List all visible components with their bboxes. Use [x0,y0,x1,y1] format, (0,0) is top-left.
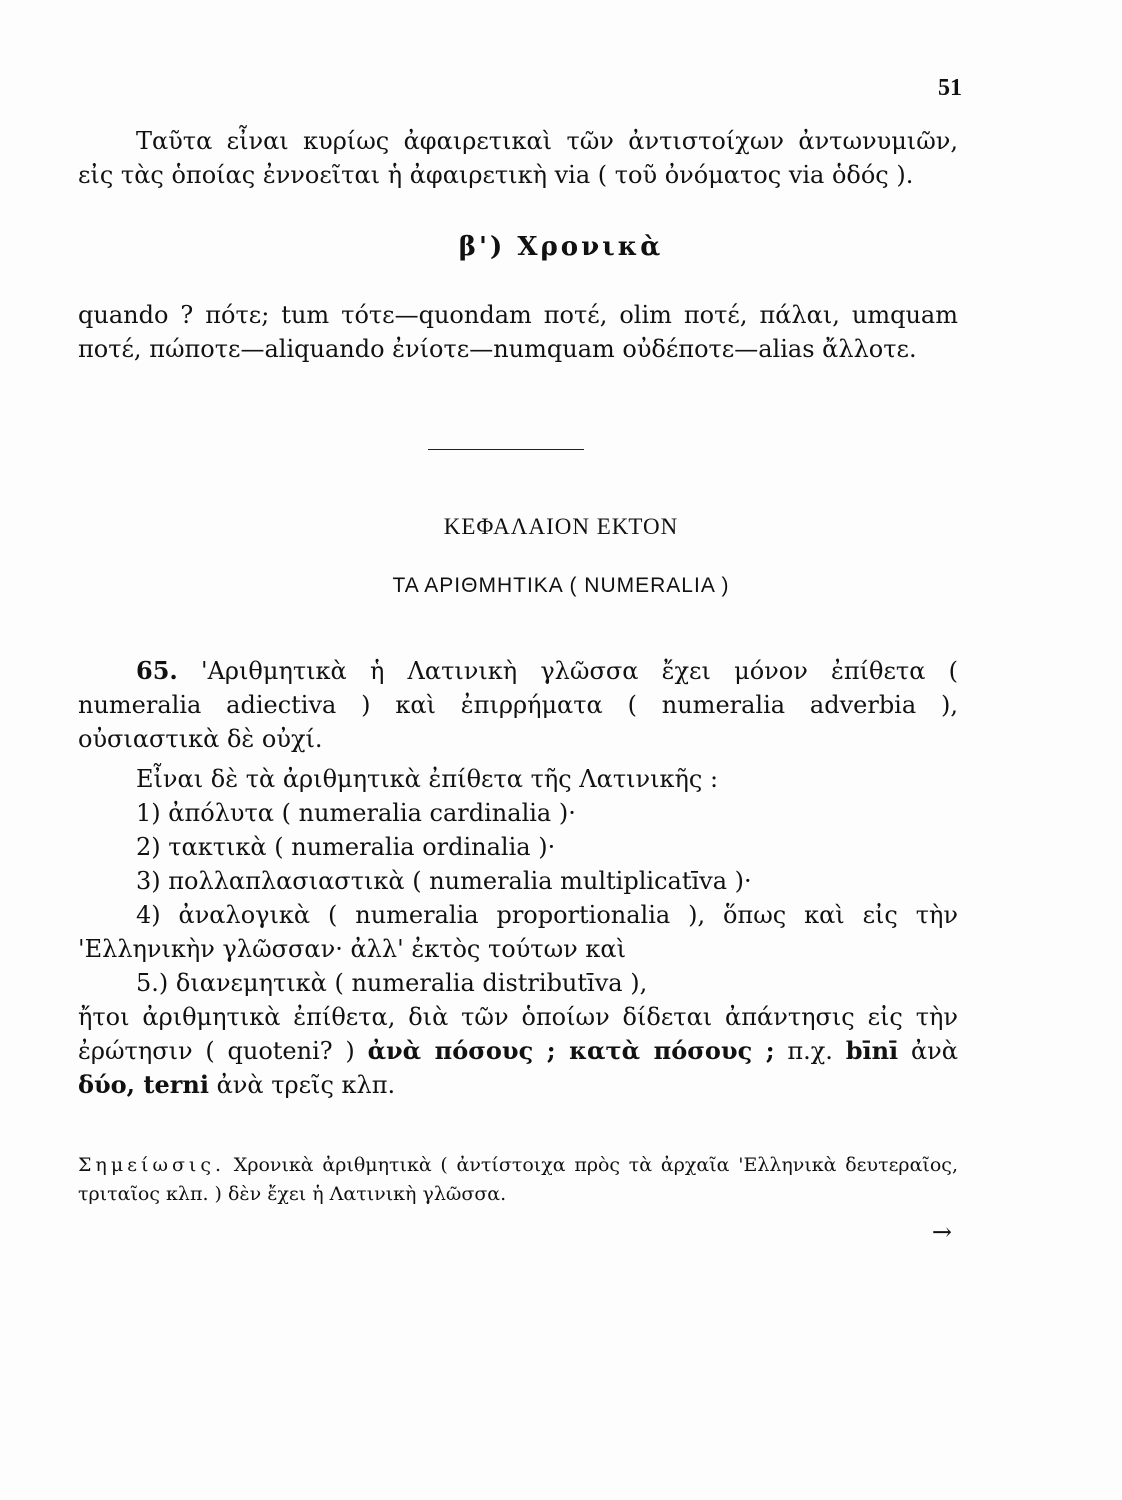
paragraph-text: quando ? πότε; tum τότε—quondam ποτέ, olim ποτέ, πάλαι, umquam ποτέ, πώποτε—aliquando ἐνίοτε—numquam οὐδέποτε—alias ἄλλοτε. [78,301,958,363]
list-intro: Εἶναι δὲ τὰ ἀριθμητικὰ ἐπίθετα τῆς Λατινικῆς : [136,765,719,793]
page-number: 51 [938,75,962,101]
paragraph-number: 65. [136,656,178,685]
list-item: 5.) διανεμητικὰ ( numeralia distributīva ), [136,969,648,997]
paragraph-body: ἀνὰ [910,1037,958,1065]
paragraph-body: ἀνὰ τρεῖς [216,1071,334,1099]
list-item: 2) τακτικὰ ( numeralia ordinalia )· [136,833,556,861]
paragraph-temporal-adverbs [78,298,958,366]
bold-phrase: ἀνὰ πόσους ; κατὰ πόσους ; [367,1036,775,1065]
bold-phrase: δύο, terni [78,1070,209,1099]
paragraph-text [78,654,958,756]
continue-arrow-icon: → [931,1218,952,1246]
chapter-heading: ΚΕΦΑΛΑΙΟΝ ΕΚΤΟΝ [443,514,679,539]
section-subheading: β') Χρονικὰ [458,232,664,262]
paragraph-body: κλπ. [341,1071,396,1099]
list-item: 1) ἀπόλυτα ( numeralia cardinalia )· [136,799,576,827]
paragraph-body: π.χ. [787,1037,833,1065]
note-text: Χρονικὰ ἀριθμητικὰ ( ἀντίστοιχα πρὸς τὰ ἀρχαῖα 'Ελληνικὰ δευτεραῖος, τριταῖος κλπ. ) δὲν ἔχει ἡ Λατινικὴ γλῶσσα. [78,1154,958,1205]
chapter-title: ΤΑ ΑΡΙΘΜΗΤΙΚΑ ( NUMERALIA ) [392,574,730,597]
list-item: 3) πολλαπλασιαστικὰ ( numeralia multiplicatīva )· [136,867,752,895]
paragraph-pronoun-ablatives [78,124,958,192]
footnote [78,1151,958,1209]
bold-phrase: bīnī [845,1036,899,1065]
section-divider [428,449,584,450]
note-label: Σημείωσις. [78,1154,226,1176]
paragraph-text: Ταῦτα εἶναι κυρίως ἀφαιρετικαὶ τῶν ἀντιστοίχων ἀντωνυμιῶν, εἰς τὰς ὁποίας ἐννοεῖται ἡ ἀφαιρετικὴ via ( τοῦ ὀνόματος via ὁδός ). [78,127,958,189]
list-item: 4) ἀναλογικὰ ( numeralia proportionalia ), ὅπως καὶ εἰς τὴν 'Ελληνικὴν γλῶσσαν· ἀλλ' ἐκτὸς τούτων καὶ [78,901,958,963]
paragraph-65 [78,654,958,756]
paragraph-distributive [78,1000,958,1102]
paragraph-body: ἤτοι ἀριθμητικὰ ἐπίθετα, διὰ τῶν ὁποίων δίδεται ἀπάντησις εἰς τὴν ἐρώτησιν ( quoteni? ) [78,1003,958,1065]
numeral-types-list [78,762,958,1102]
paragraph-body: 'Αριθμητικὰ ἡ Λατινικὴ γλῶσσα ἔχει μόνον ἐπίθετα ( numeralia adiectiva ) καὶ ἐπιρρήματα ( numeralia adverbia ), οὐσιαστικὰ δὲ οὐχί. [78,657,958,753]
